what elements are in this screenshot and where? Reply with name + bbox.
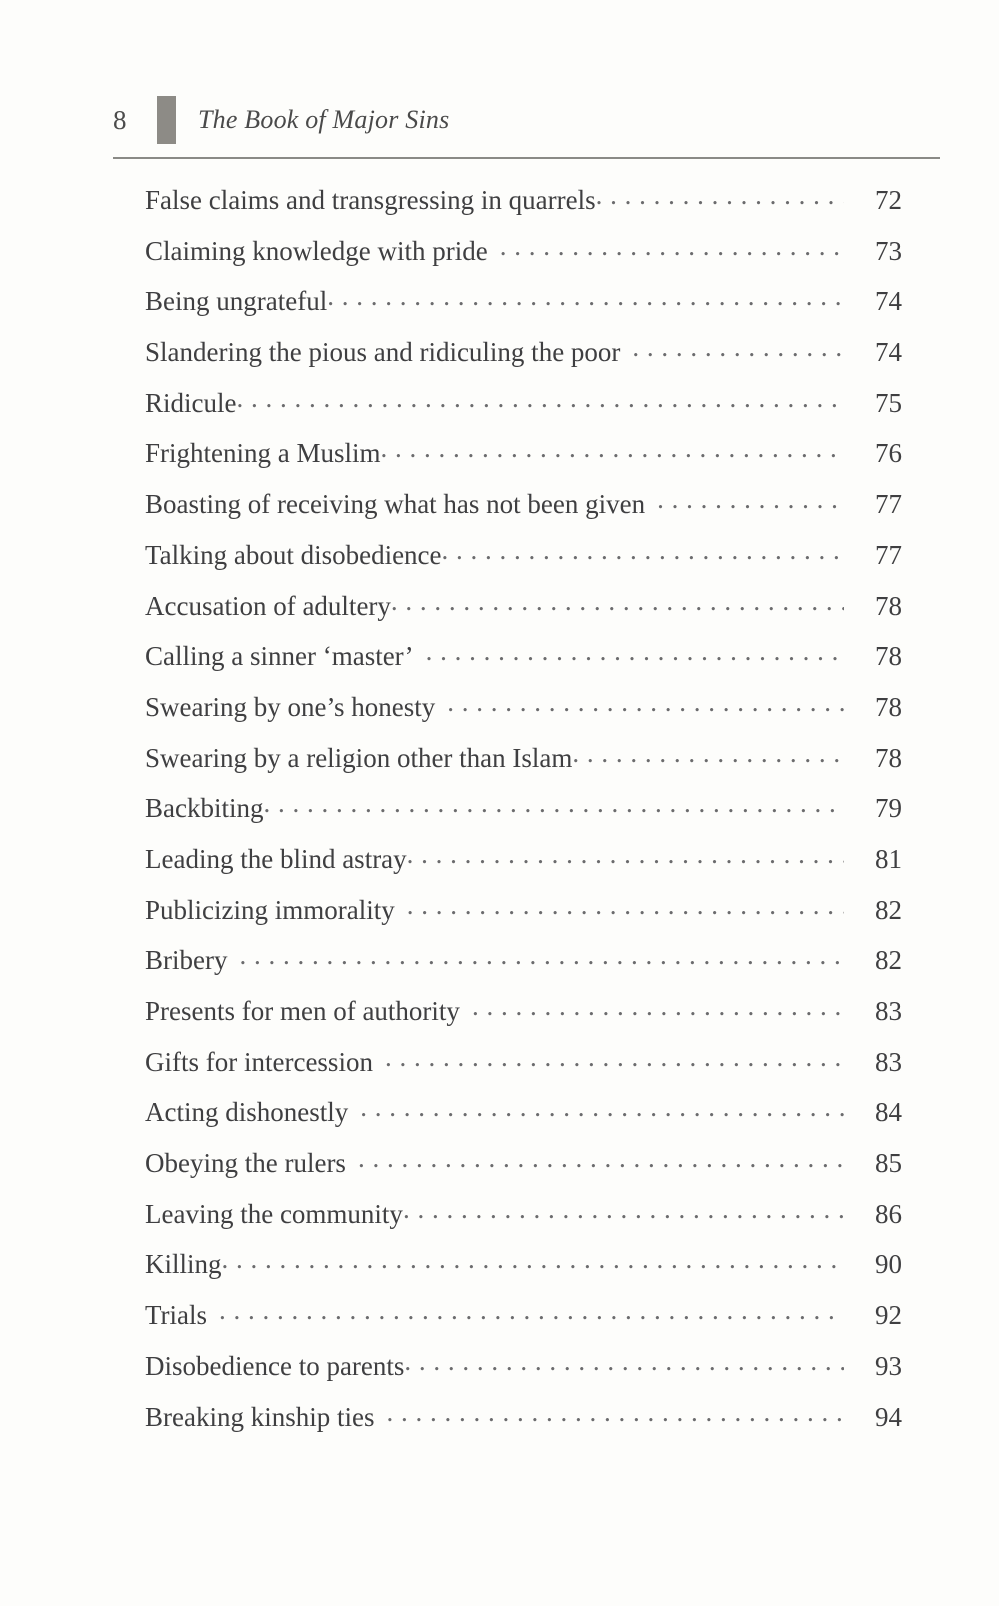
- toc-entry-title: Backbiting: [145, 793, 264, 824]
- toc-leader-dots: [407, 841, 844, 868]
- toc-entry-page-number: 74: [875, 337, 902, 368]
- toc-entry-page-number: 78: [875, 691, 902, 722]
- toc-entry-title: Obeying the rulers: [145, 1148, 346, 1179]
- toc-leader-dots: [239, 942, 844, 969]
- toc-leader-dots: [385, 1044, 844, 1071]
- toc-entry-page-number: 92: [875, 1300, 902, 1331]
- toc-entry-title: Frightening a Muslim: [145, 438, 381, 469]
- toc-leader-dots: [404, 1348, 844, 1375]
- toc-entry-page-number: 79: [875, 793, 902, 824]
- toc-leader-dots: [386, 1399, 844, 1426]
- toc-leader-dots: [657, 486, 844, 513]
- toc-entry-page-number: 75: [875, 387, 902, 418]
- toc-entry-page-number: 78: [875, 641, 902, 672]
- toc-entry[interactable]: [145, 993, 902, 1044]
- toc-entry-title: Acting dishonestly: [145, 1097, 349, 1128]
- toc-entry-page-number: 78: [875, 742, 902, 773]
- toc-entry[interactable]: [145, 283, 902, 334]
- toc-entry-page-number: 76: [875, 438, 902, 469]
- toc-entry[interactable]: [145, 740, 902, 791]
- page-folio-number: 8: [113, 104, 127, 135]
- toc-entry-page-number: 83: [875, 1046, 902, 1077]
- toc-entry-page-number: 78: [875, 590, 902, 621]
- toc-leader-dots: [403, 1196, 844, 1223]
- toc-entry-title: Breaking kinship ties: [145, 1401, 375, 1432]
- toc-entry-title: Leaving the community: [145, 1198, 403, 1229]
- toc-entry-title: Disobedience to parents: [145, 1350, 405, 1381]
- toc-entry[interactable]: [145, 790, 902, 841]
- toc-entry-page-number: 85: [875, 1148, 902, 1179]
- toc-entry[interactable]: [145, 334, 902, 385]
- toc-entry-title: Swearing by one’s honesty: [145, 691, 436, 722]
- toc-entry[interactable]: [145, 841, 902, 892]
- toc-entry-title: Being ungrateful: [145, 286, 328, 317]
- toc-entry[interactable]: [145, 385, 902, 436]
- toc-entry-title: Calling a sinner ‘master’: [145, 641, 414, 672]
- toc-entry[interactable]: [145, 233, 902, 284]
- header-divider-rule: [113, 157, 940, 159]
- toc-leader-dots: [426, 638, 844, 665]
- toc-entry-page-number: 81: [875, 843, 902, 874]
- toc-entry-title: Leading the blind astray: [145, 843, 407, 874]
- toc-entry-title: Publicizing immorality: [145, 894, 395, 925]
- toc-entry-page-number: 83: [875, 996, 902, 1026]
- toc-leader-dots: [472, 993, 844, 1020]
- toc-entry-page-number: 86: [875, 1198, 902, 1229]
- toc-entry-title: Accusation of adultery: [145, 590, 391, 621]
- toc-entry[interactable]: [145, 1196, 902, 1247]
- toc-entry-title: Claiming knowledge with pride: [145, 235, 488, 266]
- toc-entry[interactable]: [145, 1246, 902, 1297]
- toc-entry[interactable]: [145, 182, 902, 233]
- toc-entry[interactable]: [145, 486, 902, 537]
- toc-entry[interactable]: [145, 1044, 902, 1095]
- toc-entry[interactable]: [145, 892, 902, 943]
- toc-leader-dots: [236, 385, 844, 412]
- toc-entry[interactable]: [145, 537, 902, 588]
- toc-leader-dots: [391, 588, 844, 615]
- toc-entry-title: Talking about disobedience: [145, 539, 442, 570]
- toc-entry-page-number: 73: [875, 235, 902, 266]
- toc-entry-page-number: 93: [875, 1350, 902, 1381]
- toc-entry[interactable]: [145, 689, 902, 740]
- toc-leader-dots: [219, 1297, 844, 1324]
- toc-leader-dots: [263, 790, 844, 817]
- toc-leader-dots: [442, 537, 844, 564]
- toc-entry-title: Boasting of receiving what has not been given: [145, 489, 646, 520]
- toc-entry[interactable]: [145, 1094, 902, 1145]
- table-of-contents: [145, 182, 902, 1449]
- toc-entry-page-number: 84: [875, 1097, 902, 1128]
- toc-entry-title: False claims and transgressing in quarrels: [145, 185, 596, 215]
- toc-entry-page-number: 82: [875, 945, 902, 976]
- toc-entry[interactable]: [145, 1348, 902, 1399]
- toc-leader-dots: [222, 1246, 844, 1273]
- toc-entry-title: Slandering the pious and ridiculing the poor: [145, 337, 621, 368]
- toc-entry-page-number: 72: [875, 185, 902, 215]
- book-title: The Book of Major Sins: [198, 105, 450, 134]
- toc-entry-title: Swearing by a religion other than Islam: [145, 742, 573, 773]
- toc-entry-page-number: 82: [875, 894, 902, 925]
- toc-leader-dots: [596, 182, 844, 209]
- toc-entry-page-number: 77: [875, 489, 902, 520]
- toc-entry-page-number: 74: [875, 286, 902, 317]
- toc-entry[interactable]: [145, 942, 902, 993]
- toc-entry-title: Killing: [145, 1249, 222, 1280]
- toc-entry-page-number: 77: [875, 539, 902, 570]
- toc-entry[interactable]: [145, 588, 902, 639]
- toc-entry[interactable]: [145, 638, 902, 689]
- toc-entry[interactable]: [145, 435, 902, 486]
- toc-entry-title: Bribery: [145, 945, 228, 976]
- toc-leader-dots: [572, 740, 844, 767]
- toc-leader-dots: [500, 233, 844, 260]
- toc-leader-dots: [381, 435, 845, 462]
- toc-leader-dots: [327, 283, 844, 310]
- toc-entry[interactable]: [145, 1297, 902, 1348]
- toc-leader-dots: [407, 892, 844, 919]
- toc-entry-title: Presents for men of authority: [145, 996, 460, 1026]
- running-head: [113, 96, 941, 144]
- toc-leader-dots: [360, 1094, 844, 1121]
- toc-leader-dots: [358, 1145, 844, 1172]
- toc-entry-page-number: 94: [875, 1401, 902, 1432]
- toc-entry-title: Gifts for intercession: [145, 1046, 373, 1077]
- toc-leader-dots: [632, 334, 844, 361]
- toc-entry[interactable]: [145, 1399, 902, 1450]
- header-ornament-block: [157, 96, 176, 144]
- toc-entry[interactable]: [145, 1145, 902, 1196]
- toc-entry-title: Ridicule: [145, 387, 237, 418]
- toc-entry-page-number: 90: [875, 1249, 902, 1280]
- toc-leader-dots: [447, 689, 844, 716]
- toc-entry-title: Trials: [145, 1300, 208, 1331]
